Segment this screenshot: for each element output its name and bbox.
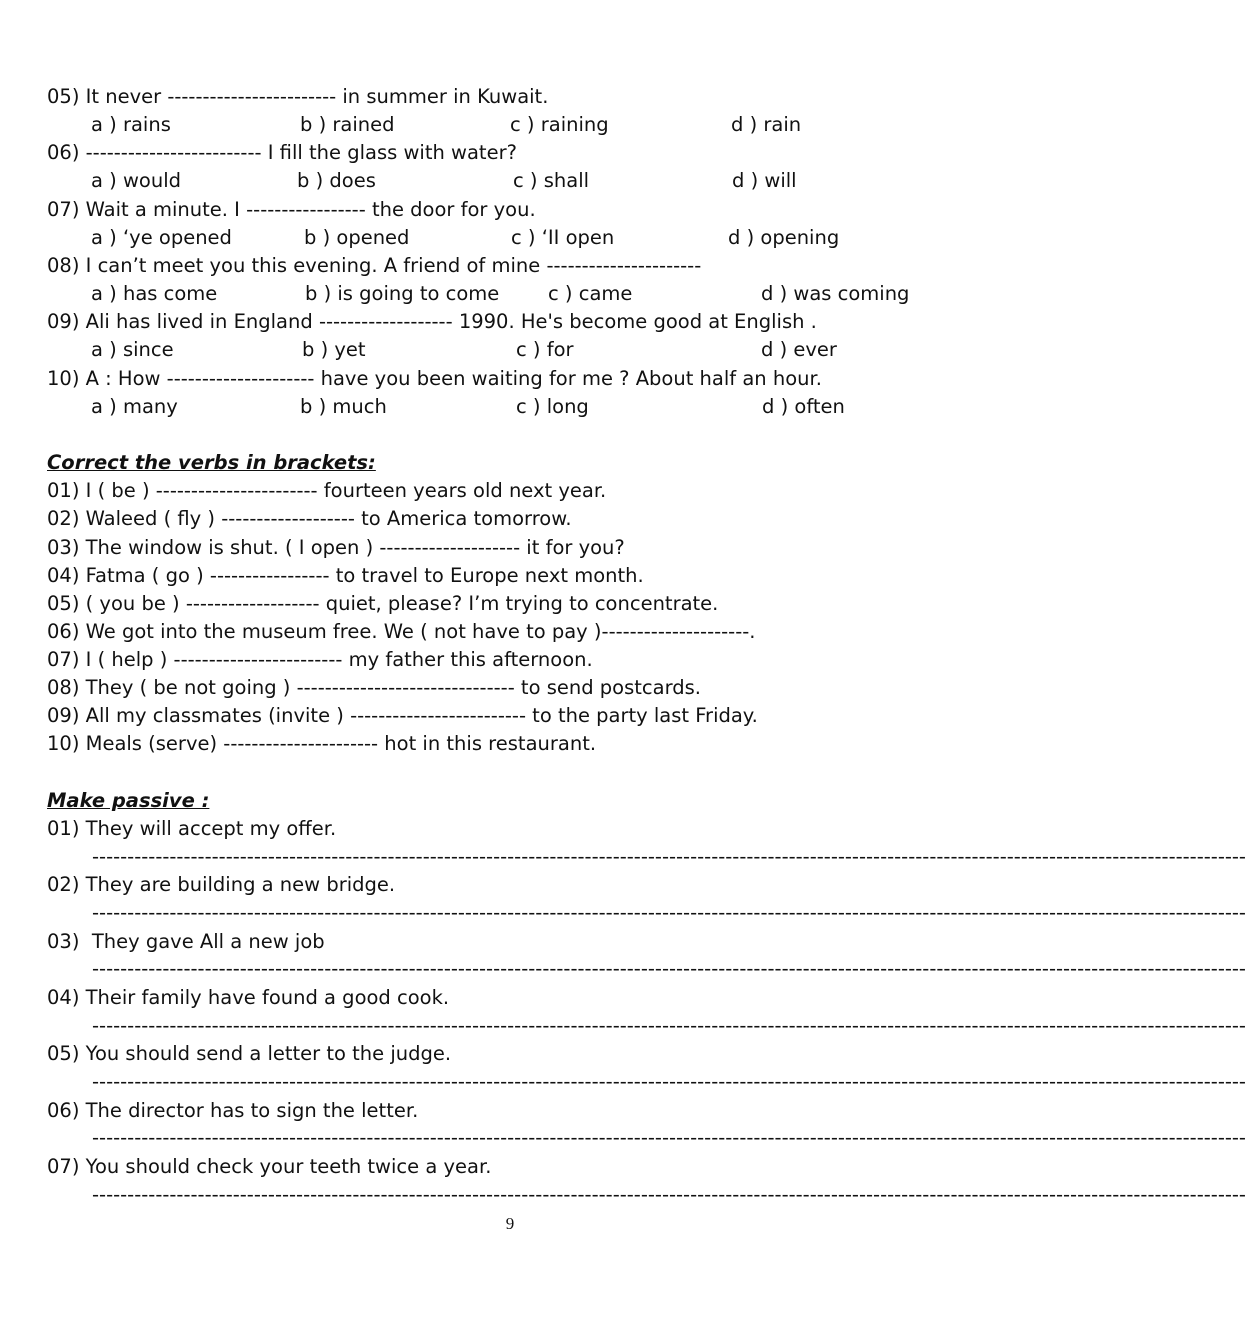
mcq-question-09: 09) Ali has lived in England ------------------- 1990. He's become good at English . [47,310,817,333]
mcq-option-c: c ) ‘II open [511,226,615,249]
passive-item: 02) They are building a new bridge. [47,873,396,896]
answer-line: -------------------------------------------------------------------------------------------------------------------------------------------------------------------- [92,1014,1246,1037]
mcq-option-c: c ) shall [513,169,590,192]
mcq-option-c: c ) came [548,282,633,305]
passive-item: 06) The director has to sign the letter. [47,1099,419,1122]
verb-item: 04) Fatma ( go ) ----------------- to travel to Europe next month. [47,564,644,587]
mcq-option-a: a ) rains [91,113,171,136]
mcq-option-d: d ) opening [728,226,840,249]
passive-item: 03) They gave All a new job [47,930,325,953]
mcq-question-08: 08) I can’t meet you this evening. A friend of mine ---------------------- [47,254,702,277]
verb-item: 02) Waleed ( fly ) ------------------- to America tomorrow. [47,507,572,530]
section-heading-passive: Make passive : [47,789,210,812]
verb-item: 09) All my classmates (invite ) ------------------------- to the party last Friday. [47,704,758,727]
mcq-option-d: d ) ever [761,338,837,361]
answer-line: -------------------------------------------------------------------------------------------------------------------------------------------------------------------- [92,1070,1246,1093]
mcq-question-07: 07) Wait a minute. I ----------------- the door for you. [47,198,536,221]
verb-item: 10) Meals (serve) ---------------------- hot in this restaurant. [47,732,597,755]
page-number: 9 [505,1214,515,1233]
passive-item: 04) Their family have found a good cook. [47,986,450,1009]
mcq-option-a: a ) since [91,338,174,361]
mcq-question-06: 06) ------------------------- I fill the glass with water? [47,141,517,164]
verb-item: 06) We got into the museum free. We ( not have to pay )---------------------. [47,620,756,643]
mcq-option-a: a ) many [91,395,178,418]
answer-line: -------------------------------------------------------------------------------------------------------------------------------------------------------------------- [92,957,1246,980]
mcq-option-b: b ) opened [304,226,410,249]
passive-item: 05) You should send a letter to the judge. [47,1042,452,1065]
mcq-question-05: 05) It never ------------------------ in summer in Kuwait. [47,85,549,108]
verb-item: 03) The window is shut. ( I open ) -------------------- it for you? [47,536,625,559]
mcq-option-b: b ) rained [300,113,395,136]
mcq-option-a: a ) ‘ye opened [91,226,232,249]
answer-line: -------------------------------------------------------------------------------------------------------------------------------------------------------------------- [92,1126,1246,1149]
mcq-option-b: b ) does [297,169,376,192]
section-heading-verbs: Correct the verbs in brackets: [47,451,376,474]
verb-item: 08) They ( be not going ) ------------------------------- to send postcards. [47,676,701,699]
mcq-option-c: c ) long [516,395,589,418]
answer-line: -------------------------------------------------------------------------------------------------------------------------------------------------------------------- [92,845,1246,868]
mcq-question-10: 10) A : How --------------------- have you been waiting for me ? About half an hour. [47,367,822,390]
mcq-option-a: a ) would [91,169,181,192]
verb-item: 01) I ( be ) ----------------------- fourteen years old next year. [47,479,607,502]
verb-item: 05) ( you be ) ------------------- quiet, please? I’m trying to concentrate. [47,592,719,615]
answer-line: -------------------------------------------------------------------------------------------------------------------------------------------------------------------- [92,1183,1246,1206]
passive-item: 01) They will accept my offer. [47,817,337,840]
passive-item: 07) You should check your teeth twice a year. [47,1155,492,1178]
mcq-option-c: c ) raining [510,113,609,136]
mcq-option-d: d ) was coming [761,282,910,305]
mcq-option-d: d ) rain [731,113,802,136]
mcq-option-a: a ) has come [91,282,218,305]
mcq-option-b: b ) much [300,395,387,418]
mcq-option-d: d ) will [732,169,797,192]
mcq-option-c: c ) for [516,338,574,361]
mcq-option-b: b ) is going to come [305,282,500,305]
answer-line: -------------------------------------------------------------------------------------------------------------------------------------------------------------------- [92,901,1246,924]
mcq-option-d: d ) often [762,395,845,418]
mcq-option-b: b ) yet [302,338,366,361]
verb-item: 07) I ( help ) ------------------------ my father this afternoon. [47,648,593,671]
